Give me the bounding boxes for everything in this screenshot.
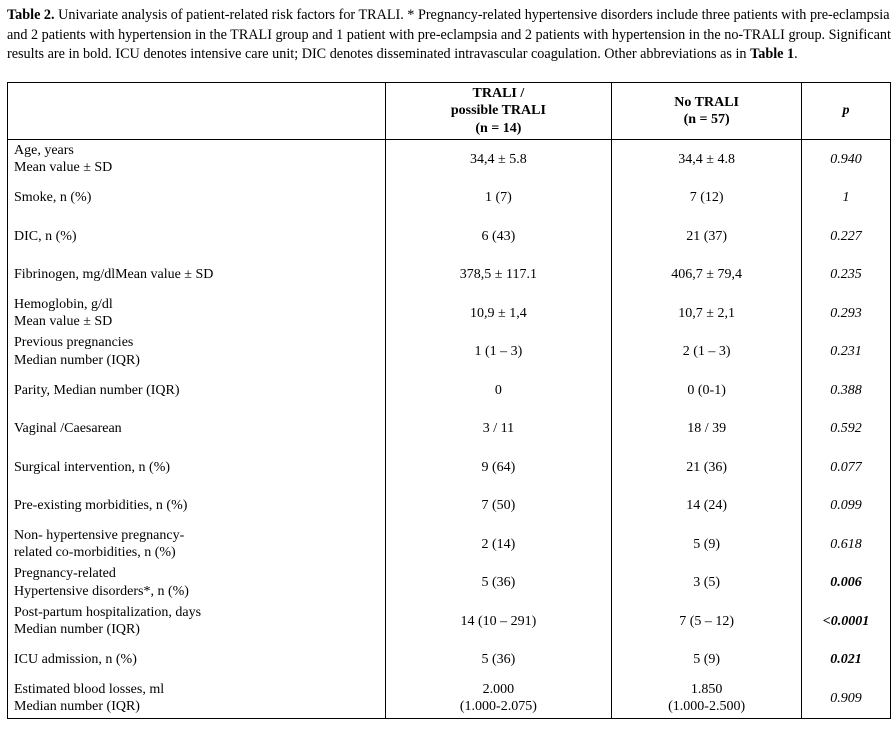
row-no-trali-value: 7 (5 – 12) xyxy=(612,602,802,641)
row-trali-value: 2 (14) xyxy=(385,525,612,564)
row-variable: Hemoglobin, g/dl Mean value ± SD xyxy=(8,294,386,333)
row-trali-value: 10,9 ± 1,4 xyxy=(385,294,612,333)
header-no-trali: No TRALI (n = 57) xyxy=(612,83,802,140)
row-p-value: 0.006 xyxy=(802,564,891,603)
row-p-value: 0.077 xyxy=(802,448,891,487)
row-variable: Estimated blood losses, ml Median number (IQR) xyxy=(8,679,386,718)
row-p-value: 0.021 xyxy=(802,641,891,680)
header-trali: TRALI / possible TRALI (n = 14) xyxy=(385,83,612,140)
row-trali-value: 2.000 (1.000-2.075) xyxy=(385,679,612,718)
table-row xyxy=(8,179,891,218)
table-row xyxy=(8,487,891,526)
row-variable: Vaginal /Caesarean xyxy=(8,410,386,449)
table-row xyxy=(8,641,891,680)
row-no-trali-value: 1.850 (1.000-2.500) xyxy=(612,679,802,718)
row-variable: Pregnancy-related Hypertensive disorders*, n (%) xyxy=(8,564,386,603)
row-variable: Previous pregnancies Median number (IQR) xyxy=(8,333,386,372)
row-p-value: <0.0001 xyxy=(802,602,891,641)
row-trali-value: 378,5 ± 117.1 xyxy=(385,256,612,295)
header-row xyxy=(8,83,891,140)
table-caption xyxy=(7,6,891,65)
row-variable: Surgical intervention, n (%) xyxy=(8,448,386,487)
row-p-value: 0.388 xyxy=(802,371,891,410)
row-no-trali-value: 3 (5) xyxy=(612,564,802,603)
row-trali-value: 9 (64) xyxy=(385,448,612,487)
row-no-trali-value: 21 (37) xyxy=(612,217,802,256)
caption-table-ref: Table 1 xyxy=(750,46,795,62)
row-variable: ICU admission, n (%) xyxy=(8,641,386,680)
row-p-value: 0.618 xyxy=(802,525,891,564)
caption-label: Table 2. xyxy=(7,7,55,23)
row-variable: DIC, n (%) xyxy=(8,217,386,256)
caption-end: . xyxy=(794,46,798,62)
row-variable: Post-partum hospitalization, days Median number (IQR) xyxy=(8,602,386,641)
row-variable: Pre-existing morbidities, n (%) xyxy=(8,487,386,526)
row-trali-value: 5 (36) xyxy=(385,641,612,680)
row-p-value: 0.099 xyxy=(802,487,891,526)
table-row xyxy=(8,140,891,179)
header-p: p xyxy=(802,83,891,140)
row-trali-value: 1 (1 – 3) xyxy=(385,333,612,372)
row-trali-value: 6 (43) xyxy=(385,217,612,256)
row-no-trali-value: 14 (24) xyxy=(612,487,802,526)
table-row xyxy=(8,333,891,372)
row-trali-value: 5 (36) xyxy=(385,564,612,603)
row-no-trali-value: 406,7 ± 79,4 xyxy=(612,256,802,295)
table-row xyxy=(8,448,891,487)
row-p-value: 0.909 xyxy=(802,679,891,718)
table-row xyxy=(8,371,891,410)
row-trali-value: 7 (50) xyxy=(385,487,612,526)
results-table xyxy=(7,82,891,719)
caption-text: Univariate analysis of patient-related risk factors for TRALI. * Pregnancy-related hypertensive disorders include three patients with pre-eclampsia and 2 patients with hypertension in the TRALI group and 1 patient with pre-eclampsia and 2 patients with hypertension in the no-TRALI group. Significant results are in bold. ICU denotes intensive care unit; DIC denotes disseminated intravascular coagulation. Other abbreviations as in xyxy=(7,7,891,62)
row-no-trali-value: 5 (9) xyxy=(612,525,802,564)
row-variable: Smoke, n (%) xyxy=(8,179,386,218)
row-p-value: 1 xyxy=(802,179,891,218)
row-p-value: 0.940 xyxy=(802,140,891,179)
row-trali-value: 14 (10 – 291) xyxy=(385,602,612,641)
row-p-value: 0.231 xyxy=(802,333,891,372)
row-variable: Parity, Median number (IQR) xyxy=(8,371,386,410)
row-variable: Fibrinogen, mg/dlMean value ± SD xyxy=(8,256,386,295)
header-variable xyxy=(8,83,386,140)
row-p-value: 0.227 xyxy=(802,217,891,256)
table-row xyxy=(8,679,891,718)
row-variable: Age, years Mean value ± SD xyxy=(8,140,386,179)
row-no-trali-value: 18 / 39 xyxy=(612,410,802,449)
row-trali-value: 0 xyxy=(385,371,612,410)
table-row xyxy=(8,525,891,564)
row-no-trali-value: 2 (1 – 3) xyxy=(612,333,802,372)
row-no-trali-value: 34,4 ± 4.8 xyxy=(612,140,802,179)
table-row xyxy=(8,410,891,449)
row-no-trali-value: 5 (9) xyxy=(612,641,802,680)
table-row xyxy=(8,602,891,641)
row-p-value: 0.235 xyxy=(802,256,891,295)
row-p-value: 0.592 xyxy=(802,410,891,449)
table-row xyxy=(8,294,891,333)
row-trali-value: 1 (7) xyxy=(385,179,612,218)
row-no-trali-value: 10,7 ± 2,1 xyxy=(612,294,802,333)
table-body xyxy=(8,140,891,719)
table-row xyxy=(8,217,891,256)
row-p-value: 0.293 xyxy=(802,294,891,333)
table-row xyxy=(8,564,891,603)
row-variable: Non- hypertensive pregnancy- related co-morbidities, n (%) xyxy=(8,525,386,564)
row-trali-value: 3 / 11 xyxy=(385,410,612,449)
row-no-trali-value: 7 (12) xyxy=(612,179,802,218)
row-no-trali-value: 21 (36) xyxy=(612,448,802,487)
row-trali-value: 34,4 ± 5.8 xyxy=(385,140,612,179)
table-row xyxy=(8,256,891,295)
row-no-trali-value: 0 (0-1) xyxy=(612,371,802,410)
